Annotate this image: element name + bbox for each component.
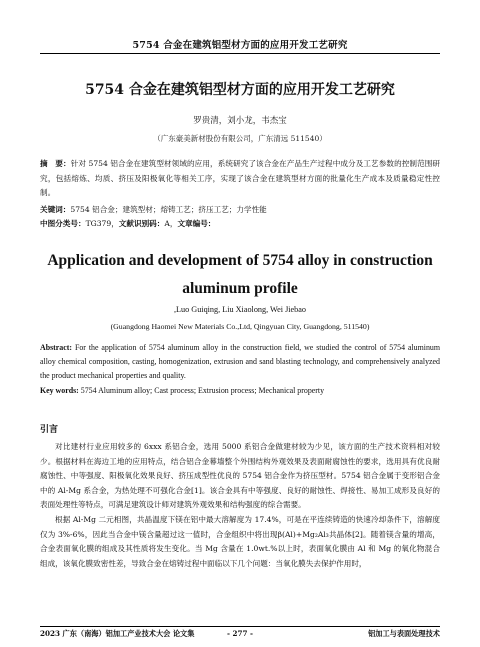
- abstract-en-text: For the application of 5754 aluminum alloy in the construction field, we studied the control of 5754 aluminum alloy chemical composition, casting, homogenization, extrusion and sand blasting technology, and comprehensively analyzed the product mechanical properties and quality.: [40, 343, 440, 380]
- abstract-cn-text: 针对 5754 铝合金在建筑型材领域的应用，系统研究了该合金在产品生产过程中成分及工艺参数的控制范围研究，包括熔炼、均质、挤压及阳极氧化等相关工序，实现了该合金在建筑型材方面的批量化生产成本及质量稳定性控制。: [40, 159, 441, 197]
- affiliation-cn: （广东豪美新材股份有限公司，广东清远 511540）: [153, 134, 327, 143]
- abstract-en-label: Abstract:: [40, 343, 72, 352]
- body-paragraph-1: 对比建材行业应用较多的 6xxx 系铝合金，选用 5000 系铝合金做建材较为少见，该方面的生产技术资料相对较少。根据材料在海边工地的应用特点，结合铝合金幕墙整个外围结构外观效果及表面耐腐蚀性的要求，选用具有优良耐腐蚀性、中等强度、阳极氧化效果良好、挤压成型性优良的 5754 铝合金作为挤压型材。5754 铝合金属于变形铝合金中的 Al-Mg 系合金，为热处理不可强化合金[1]。该合金具有中等强度、良好的耐蚀性、焊接性、易加工成形及良好的表面处理性等特点，可满足建筑设计师对建筑外观效果和结构强度的综合需要。: [40, 442, 440, 510]
- article-no-label: 文章编号：: [177, 219, 216, 228]
- footer-proceedings: 2023 广东（南海）铝加工产业技术大会 论文集: [40, 629, 195, 638]
- doc-code-value: A，: [164, 219, 178, 228]
- paper-title-cn: 5754 合金在建筑铝型材方面的应用开发工艺研究: [85, 82, 395, 98]
- clc-value: TG379，: [85, 219, 119, 228]
- classification-cn: [40, 217, 440, 232]
- abstract-cn: [40, 157, 440, 201]
- abstract-en: [40, 341, 440, 383]
- footer-rule: [40, 626, 440, 627]
- keywords-cn: [40, 203, 440, 218]
- running-header: 5754 合金在建筑铝型材方面的应用开发工艺研究: [132, 40, 348, 51]
- body-text: [40, 440, 440, 571]
- footer-section: 铝加工与表面处理技术: [368, 629, 440, 638]
- keywords-en: [40, 384, 440, 399]
- paper-title-en: Application and development of 5754 alloy in construction aluminum profile: [47, 252, 433, 297]
- page-number: - 277 -: [227, 629, 253, 638]
- abstract-cn-label: 摘 要：: [40, 159, 71, 168]
- doc-code-label: 文献识别码：: [118, 219, 165, 228]
- page-footer: [40, 629, 440, 641]
- keywords-en-text: 5754 Aluminum alloy; Cast process; Extrusion process; Mechanical property: [80, 386, 325, 395]
- header-rule: [40, 53, 440, 54]
- authors-en: ,Luo Guiqing, Liu Xiaolong, Wei Jiebao: [174, 305, 306, 314]
- section-heading-intro: 引言: [40, 425, 59, 435]
- authors-cn: 罗贵清，刘小龙，韦杰宝: [193, 116, 287, 126]
- keywords-en-label: Key words:: [40, 386, 79, 395]
- clc-label: 中图分类号：: [40, 219, 86, 228]
- body-paragraph-2: 根据 Al-Mg 二元相图，共晶温度下镁在铝中最大溶解度为 17.4%，可是在平连续铸造的快速冷却条件下，溶解度仅为 3%-6%，因此当合金中镁含量超过这一值时，合金组织中将出现β(Al)+Mg₂Al₃共晶体[2]。随着镁含量的增高，合金表面氧化膜的组成及其性质将发生变化。当 Mg 含量在 1.0wt.%以上时，表面氧化膜由 Al 和 Mg 的氧化物混合组成，该氧化膜致密性差，导致合金在熔铸过程中面临以下几个问题：当氧化膜失去保护作用时，: [40, 514, 440, 568]
- affiliation-en: (Guangdong Haomei New Materials Co.,Ltd, Qingyuan City, Guangdong, 511540): [110, 322, 370, 331]
- keywords-cn-label: 关键词：: [40, 205, 71, 214]
- keywords-cn-text: 5754 铝合金；建筑型材；熔铸工艺；挤压工艺；力学性能: [70, 205, 267, 214]
